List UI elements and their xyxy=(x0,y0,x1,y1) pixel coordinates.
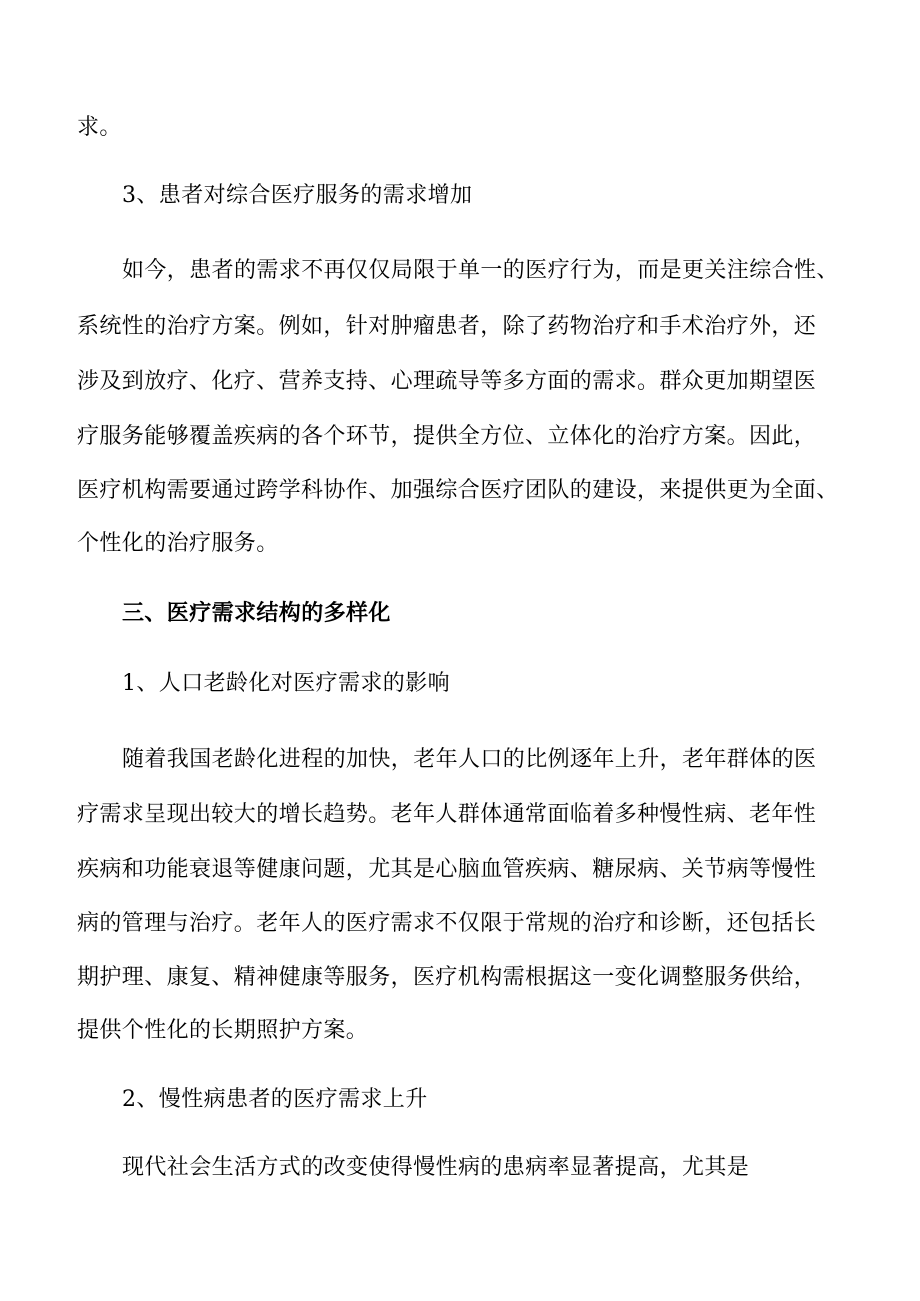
section-heading-3: 三、医疗需求结构的多样化 xyxy=(122,600,391,626)
paragraph-line: 疾病和功能衰退等健康问题，尤其是心脑血管疾病、糖尿病、关节病等慢性 xyxy=(77,857,817,882)
subsection-heading-3: 3、患者对综合医疗服务的需求增加 xyxy=(122,183,473,208)
subsection-heading-1: 1、人口老龄化对医疗需求的影响 xyxy=(122,671,450,696)
intro-tail-text: 求。 xyxy=(77,115,122,140)
paragraph-line: 期护理、康复、精神健康等服务，医疗机构需根据这一变化调整服务供给， xyxy=(77,965,817,990)
paragraph-line: 现代社会生活方式的改变使得慢性病的患病率显著提高，尤其是 xyxy=(122,1155,750,1180)
paragraph-line: 提供个性化的长期照护方案。 xyxy=(77,1018,369,1043)
paragraph-line: 医疗机构需要通过跨学科协作、加强综合医疗团队的建设，来提供更为全面、 xyxy=(77,478,839,503)
subsection-heading-2: 2、慢性病患者的医疗需求上升 xyxy=(122,1087,428,1112)
paragraph-line: 疗服务能够覆盖疾病的各个环节，提供全方位、立体化的治疗方案。因此， xyxy=(77,424,817,449)
paragraph-line: 系统性的治疗方案。例如，针对肿瘤患者，除了药物治疗和手术治疗外，还 xyxy=(77,314,817,339)
paragraph-line: 涉及到放疗、化疗、营养支持、心理疏导等多方面的需求。群众更加期望医 xyxy=(77,369,817,394)
paragraph-line: 如今，患者的需求不再仅仅局限于单一的医疗行为，而是更关注综合性、 xyxy=(122,258,839,283)
paragraph-line: 随着我国老龄化进程的加快，老年人口的比例逐年上升，老年群体的医 xyxy=(122,747,817,772)
paragraph-line: 病的管理与治疗。老年人的医疗需求不仅限于常规的治疗和诊断，还包括长 xyxy=(77,911,817,936)
paragraph-line: 个性化的治疗服务。 xyxy=(77,531,279,556)
paragraph-line: 疗需求呈现出较大的增长趋势。老年人群体通常面临着多种慢性病、老年性 xyxy=(77,802,817,827)
